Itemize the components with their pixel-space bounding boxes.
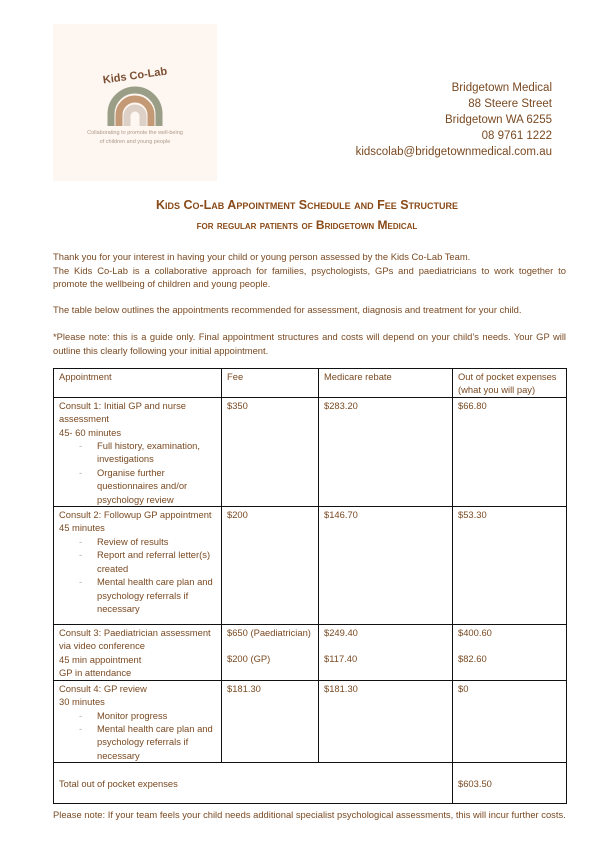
consult-title: Consult 1: Initial GP and nurse assessment [59, 399, 186, 425]
address-block [356, 80, 552, 160]
fee-paediatrician: $650 (Paediatrician) [227, 627, 311, 639]
consult-duration: 45 minutes [59, 522, 105, 534]
phone: 08 9761 1222 [481, 130, 552, 142]
rebate-gp: $117.40 [324, 653, 358, 665]
fee-cell [222, 625, 319, 681]
appointment-cell [54, 680, 222, 762]
street: 88 Steere Street [468, 98, 552, 110]
rainbow-icon [105, 86, 165, 126]
oop-paediatrician: $400.60 [458, 627, 492, 639]
total-value: $603.50 [453, 763, 567, 804]
list-item: - Report and referral letter(s) created [97, 548, 216, 575]
list-item: - Organise further questionnaires and/or psychology review [97, 466, 216, 506]
title-line-1: Kids Co-Lab Appointment Schedule and Fee Structure [155, 198, 459, 212]
consult-extra: GP in attendance [59, 667, 132, 679]
practice-name: Bridgetown Medical [451, 82, 552, 94]
oop-cell: $66.80 [453, 397, 567, 506]
logo-tagline [53, 129, 217, 147]
fee-cell: $200 [222, 507, 319, 625]
total-label: Total out of pocket expenses [54, 763, 453, 804]
total-row [54, 763, 567, 804]
consult-title: Consult 2: Followup GP appointment [59, 509, 212, 521]
appointment-cell [54, 507, 222, 625]
header-fee: Fee [222, 369, 319, 398]
oop-cell [453, 625, 567, 681]
fee-gp: $200 (GP) [227, 653, 271, 665]
fee-cell: $350 [222, 397, 319, 506]
oop-gp: $82.60 [458, 653, 487, 665]
guide-note: *Please note: this is a guide only. Final appointment structures and costs will depend on your child’s needs. Your GP will outline this clearly following your initial appointment. [53, 331, 566, 356]
intro-p1: Thank you for your interest in having your child or young person assessed by the Kids Co-Lab Team. [53, 251, 471, 262]
list-item: - Review of results [97, 535, 216, 548]
footer-note: Please note: If your team feels your child needs additional specialist psychological assessments, this will incur further costs. [53, 809, 566, 820]
table-header [54, 369, 567, 398]
rebate-cell: $146.70 [319, 507, 453, 625]
town: Bridgetown WA 6255 [445, 114, 552, 126]
consult-title: Consult 3: Paediatrician assessment via video conference [59, 627, 211, 652]
logo-tagline-2: of children and young people [99, 139, 171, 145]
table-row [54, 397, 567, 506]
title-line-2: for regular patients of Bridgetown Medical [196, 218, 418, 232]
appointment-cell [54, 397, 222, 506]
table-row [54, 507, 567, 625]
rebate-cell: $181.30 [319, 680, 453, 762]
intro-p3: The table below outlines the appointments recommended for assessment, diagnosis and treatment for your child. [53, 304, 522, 315]
consult-title: Consult 4: GP review [59, 682, 147, 694]
consult-duration: 30 minutes [59, 696, 105, 708]
rebate-paediatrician: $249.40 [324, 627, 358, 639]
oop-cell: $0 [453, 680, 567, 762]
consult-duration: 45 min appointment [59, 653, 142, 665]
intro-paragraph [53, 250, 566, 291]
consult-duration: 45- 60 minutes [59, 426, 122, 438]
header-rebate: Medicare rebate [319, 369, 453, 398]
fee-cell: $181.30 [222, 680, 319, 762]
logo-title: Kids Co-Lab [102, 65, 168, 87]
logo [53, 24, 217, 181]
list-item: - Full history, examination, investigations [97, 439, 216, 466]
rebate-cell [319, 625, 453, 681]
rebate-cell: $283.20 [319, 397, 453, 506]
email[interactable]: kidscolab@bridgetownmedical.com.au [355, 146, 552, 158]
table-row [54, 625, 567, 681]
oop-cell: $53.30 [453, 507, 567, 625]
list-item: - Monitor progress [97, 709, 216, 722]
logo-tagline-1: Collaborating to promote the well-being [87, 130, 183, 136]
table-row [54, 680, 567, 762]
header-appointment: Appointment [54, 369, 222, 398]
appointment-cell [54, 625, 222, 681]
list-item: - Mental health care plan and psychology referrals if necessary [97, 575, 216, 615]
list-item: - Mental health care plan and psychology referrals if necessary [97, 722, 216, 762]
fee-table [53, 368, 567, 804]
intro-p2: The Kids Co-Lab is a collaborative approach for families, psychologists, GPs and paediatricians to work together to promote the wellbeing of children and young people. [53, 264, 566, 289]
page-title [0, 195, 614, 235]
header-oop: Out of pocket expenses (what you will pay) [453, 369, 567, 398]
